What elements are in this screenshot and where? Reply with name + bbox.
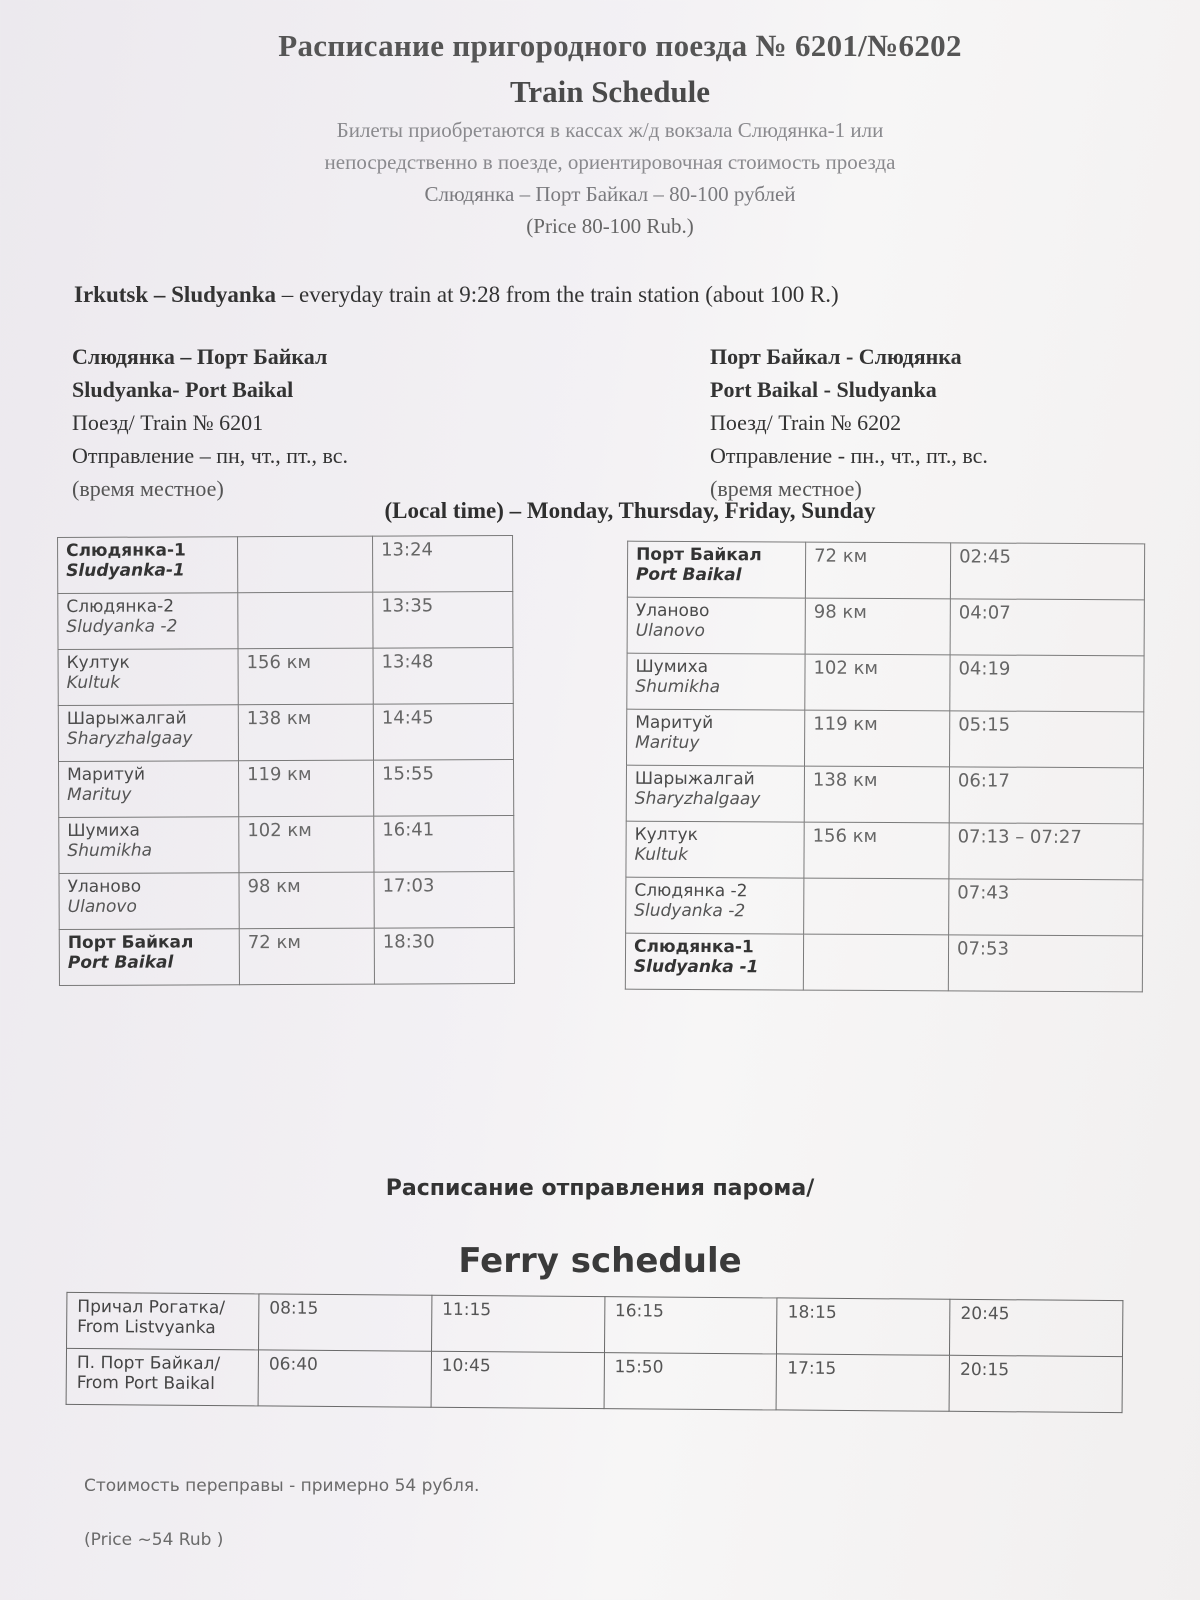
station-name-ru: Шарыжалгай (634, 768, 755, 790)
station-cell (626, 765, 804, 822)
station-cell (627, 597, 805, 654)
ticket-note-line-1: Билеты приобретаются в кассах ж/д вокзала Слюдянка-1 или (336, 118, 884, 142)
ferry-title-en: Ferry schedule (458, 1241, 742, 1281)
distance-cell: 72 км (239, 928, 374, 985)
station-name-ru: Култук (634, 824, 698, 846)
time-cell: 06:17 (949, 767, 1143, 824)
station-name-ru: Слюдянка-1 (634, 936, 754, 958)
left-local-time: (время местное) (72, 476, 224, 501)
time-cell: 13:24 (373, 536, 513, 593)
time-cell: 13:35 (373, 592, 513, 649)
ferry-time-cell: 16:15 (604, 1297, 777, 1354)
station-name-en: Marituy (67, 784, 132, 805)
table-row (67, 1292, 1123, 1356)
time-cell: 04:07 (950, 599, 1144, 656)
table-row (627, 541, 1144, 600)
title-en: Train Schedule (509, 74, 711, 109)
time-cell: 13:48 (373, 648, 513, 705)
table-row (58, 536, 513, 594)
irkutsk-note (74, 282, 839, 308)
schedule-table-6201 (57, 535, 515, 986)
time-cell: 02:45 (950, 543, 1144, 600)
station-name-ru: Слюдянка -2 (634, 880, 748, 902)
station-name-en: Shumikha (67, 840, 153, 861)
ferry-time-cell: 17:15 (776, 1354, 949, 1411)
station-name-ru: Слюдянка-2 (66, 596, 175, 617)
distance-cell: 138 км (238, 704, 373, 761)
station-name-ru: Шумиха (67, 820, 140, 841)
table-row (58, 648, 513, 706)
ferry-time-cell: 08:15 (259, 1294, 432, 1351)
station-cell (58, 537, 238, 594)
table-row (59, 872, 514, 930)
distance-cell: 119 км (805, 710, 950, 767)
irkutsk-route: Irkutsk – Sludyanka (74, 282, 276, 307)
ferry-time-cell: 20:15 (949, 1355, 1122, 1412)
distance-cell: 98 км (805, 598, 950, 655)
title-ru: Расписание пригородного поезда № 6201/№6202 (278, 28, 962, 63)
station-name-en: Ulanovo (635, 620, 705, 642)
station-name-ru: Маритуй (67, 764, 146, 785)
right-route-ru: Порт Байкал - Слюдянка (710, 344, 962, 369)
station-name-en: Shumikha (635, 676, 721, 698)
station-name-en: Sludyanka -2 (634, 900, 746, 922)
left-route-en: Sludyanka- Port Baikal (72, 377, 294, 402)
time-cell: 05:15 (949, 711, 1143, 768)
distance-cell: 156 км (238, 648, 373, 705)
ferry-table (66, 1292, 1124, 1413)
station-cell (59, 929, 239, 986)
time-cell: 04:19 (950, 655, 1144, 712)
left-header (72, 340, 348, 505)
ferry-title-ru: Расписание отправления парома/ (385, 1176, 815, 1201)
right-header (710, 340, 988, 505)
ferry-time-cell: 18:15 (777, 1298, 950, 1355)
distance-cell (238, 536, 373, 593)
ferry-time-cell: 20:45 (950, 1299, 1123, 1356)
station-name-en: Sludyanka -1 (633, 956, 759, 978)
distance-cell: 102 км (805, 654, 950, 711)
station-cell (625, 933, 803, 990)
station-cell (627, 709, 805, 766)
station-name-en: Sharyzhalgaay (634, 788, 761, 810)
station-cell (58, 649, 238, 706)
ferry-origin-ru: П. Порт Байкал/ (76, 1352, 221, 1375)
table-row (626, 877, 1143, 936)
station-name-en: Ulanovo (67, 896, 137, 917)
table-row (58, 704, 513, 762)
right-route-en: Port Baikal - Sludyanka (710, 377, 937, 402)
ferry-time-cell: 10:45 (431, 1351, 604, 1408)
table-row (58, 592, 513, 650)
station-name-ru: Шумиха (635, 656, 709, 678)
table-row (627, 653, 1144, 712)
station-name-ru: Слюдянка-1 (66, 540, 186, 561)
station-cell (59, 761, 239, 818)
ticket-note-line-2: непосредственно в поезде, ориентировочная стоимость проезда (324, 150, 896, 174)
ferry-origin-cell (66, 1348, 258, 1406)
distance-cell: 138 км (804, 766, 949, 823)
local-time-days: (Local time) – Monday, Thursday, Friday, Sunday (384, 498, 876, 523)
left-train-number: Поезд/ Train № 6201 (72, 410, 264, 435)
table-row (626, 821, 1143, 880)
ferry-origin-ru: Причал Рогатка/ (77, 1296, 226, 1319)
station-cell (627, 541, 805, 598)
time-cell: 07:43 (949, 879, 1143, 936)
left-route-ru: Слюдянка – Порт Байкал (72, 344, 328, 369)
table-row (59, 928, 514, 986)
time-cell: 16:41 (374, 816, 514, 873)
station-cell (627, 653, 805, 710)
table-row (59, 760, 514, 818)
station-cell (58, 593, 238, 650)
time-cell: 18:30 (374, 928, 514, 985)
ferry-origin-en: From Port Baikal (76, 1372, 215, 1395)
station-cell (626, 821, 804, 878)
distance-cell: 156 км (804, 822, 949, 879)
ferry-time-cell: 06:40 (258, 1350, 431, 1407)
time-cell: 07:53 (948, 935, 1142, 992)
station-name-ru: Порт Байкал (636, 544, 762, 566)
table-row (625, 933, 1142, 992)
table-row (627, 709, 1144, 768)
schedule-table-6202 (625, 541, 1145, 993)
right-departure-days: Отправление - пн., чт., пт., вс. (710, 443, 988, 468)
station-cell (626, 877, 804, 934)
distance-cell (803, 934, 948, 991)
ferry-origin-cell (67, 1292, 259, 1350)
time-cell: 14:45 (373, 704, 513, 761)
station-name-ru: Уланово (67, 876, 142, 897)
station-name-en: Sharyzhalgaay (66, 728, 193, 749)
ticket-note-line-3: Слюдянка – Порт Байкал – 80-100 рублей (424, 182, 796, 206)
station-name-en: Port Baikal (635, 564, 742, 586)
table-row (59, 816, 514, 874)
distance-cell (238, 592, 373, 649)
ferry-cost-en: (Price ~54 Rub ) (84, 1530, 224, 1550)
station-name-en: Sludyanka -2 (66, 616, 178, 637)
table-row (627, 597, 1144, 656)
station-name-ru: Шарыжалгай (66, 708, 187, 729)
station-cell (58, 705, 238, 762)
distance-cell (804, 878, 949, 935)
station-name-ru: Маритуй (635, 712, 714, 734)
distance-cell: 98 км (239, 872, 374, 929)
station-name-en: Kultuk (66, 672, 121, 693)
ferry-origin-en: From Listvyanka (77, 1316, 216, 1339)
station-name-ru: Порт Байкал (67, 932, 194, 953)
station-cell (59, 873, 239, 930)
station-name-ru: Уланово (635, 600, 710, 622)
ferry-time-cell: 15:50 (604, 1353, 777, 1410)
station-name-en: Marituy (635, 732, 700, 754)
ticket-note-price: (Price 80-100 Rub.) (526, 214, 694, 238)
time-cell: 07:13 – 07:27 (949, 823, 1143, 880)
station-name-en: Port Baikal (67, 952, 174, 973)
ferry-time-cell: 11:15 (431, 1295, 604, 1352)
table-row (626, 765, 1143, 824)
station-cell (59, 817, 239, 874)
station-name-en: Kultuk (634, 844, 689, 865)
station-name-en: Sludyanka-1 (66, 560, 185, 581)
distance-cell: 72 км (805, 542, 950, 599)
left-departure-days: Отправление – пн, чт., пт., вс. (72, 443, 349, 468)
table-row (66, 1348, 1122, 1412)
time-cell: 17:03 (374, 872, 514, 929)
station-name-ru: Култук (66, 652, 130, 673)
right-train-number: Поезд/ Train № 6202 (710, 410, 902, 435)
time-cell: 15:55 (373, 760, 513, 817)
right-local-time: (время местное) (710, 476, 862, 501)
distance-cell: 102 км (239, 816, 374, 873)
irkutsk-text: – everyday train at 9:28 from the train station (about 100 R.) (276, 282, 839, 307)
ferry-cost-ru: Стоимость переправы - примерно 54 рубля. (84, 1476, 480, 1496)
distance-cell: 119 км (239, 760, 374, 817)
